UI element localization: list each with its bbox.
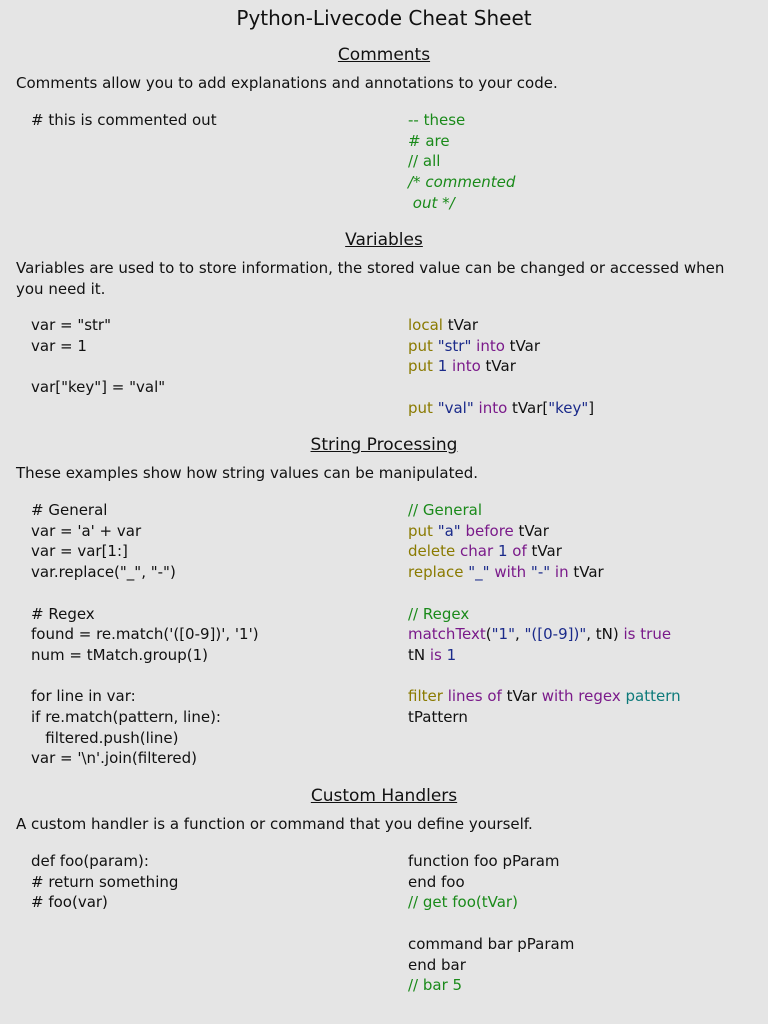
code-line: var["key"] = "val": [31, 378, 166, 397]
strings-description: These examples show how string values can be manipulated.: [16, 464, 478, 482]
variables-description: Variables are used to to store information, the stored value can be changed or accessed when you need it.: [16, 259, 725, 298]
code-line: [408, 666, 681, 687]
handlers-python-code: [31, 851, 178, 913]
code-line: end bar: [408, 955, 466, 974]
code-line: delete char 1 of tVar: [408, 542, 562, 561]
code-line: var.replace("_", "-"): [31, 563, 176, 582]
strings-python-code: [31, 500, 259, 769]
code-line: var = "str": [31, 316, 112, 334]
variables-livecode-code: [408, 315, 594, 419]
code-line: tPattern: [408, 708, 468, 726]
code-line: def foo(param):: [31, 852, 149, 870]
code-line: put "str" into tVar: [408, 336, 540, 355]
code-line: put "val" into tVar["key"]: [408, 398, 595, 417]
code-line: [31, 356, 165, 377]
code-line: replace "_" with "-" in tVar: [408, 563, 604, 582]
code-line: put "a" before tVar: [408, 521, 549, 540]
code-line: out */: [408, 193, 455, 212]
handlers-livecode-code: [408, 851, 574, 996]
code-line: // General: [408, 501, 482, 519]
code-line: function foo pParam: [408, 852, 560, 870]
code-line: var = 'a' + var: [31, 521, 142, 540]
handlers-description: A custom handler is a function or command that you define yourself.: [16, 815, 533, 833]
code-line: -- these: [408, 111, 466, 129]
code-line: # return something: [31, 872, 179, 891]
code-line: tN is 1: [408, 645, 457, 664]
code-line: var = '\n'.join(filtered): [31, 749, 197, 768]
code-line: local tVar: [408, 316, 479, 334]
code-line: [31, 583, 259, 604]
code-line: # foo(var): [31, 893, 108, 912]
comments-heading: Comments: [337, 45, 431, 65]
strings-livecode-code: [408, 500, 681, 728]
comments-description: Comments allow you to add explanations and annotations to your code.: [16, 74, 558, 92]
code-line: # this is commented out: [31, 111, 217, 129]
code-line: # are: [408, 131, 450, 150]
code-line: // Regex: [408, 604, 470, 623]
code-line: end foo: [408, 872, 465, 891]
code-line: // all: [408, 152, 441, 171]
page-title: Python-Livecode Cheat Sheet: [236, 6, 532, 30]
code-line: command bar pParam: [408, 934, 575, 953]
code-line: [31, 666, 259, 687]
code-line: /* commented: [408, 173, 516, 192]
comments-livecode-code: [408, 110, 515, 214]
code-line: // bar 5: [408, 976, 463, 995]
code-line: matchText("1", "([0-9])", tN) is true: [408, 625, 672, 644]
code-line: found = re.match('([0-9])', '1'): [31, 625, 259, 644]
variables-python-code: [31, 315, 165, 398]
code-line: filtered.push(line): [31, 728, 179, 747]
code-line: # Regex: [31, 604, 95, 623]
code-line: put 1 into tVar: [408, 357, 516, 376]
comments-python-code: [31, 110, 217, 131]
code-line: // get foo(tVar): [408, 893, 518, 912]
code-line: filter lines of tVar with regex pattern: [408, 687, 681, 706]
code-line: # General: [31, 501, 108, 519]
strings-heading: String Processing: [310, 435, 458, 455]
code-line: for line in var:: [31, 687, 136, 706]
code-line: [408, 913, 574, 934]
code-line: num = tMatch.group(1): [31, 645, 208, 664]
code-line: [408, 377, 594, 398]
variables-heading: Variables: [345, 230, 423, 250]
handlers-heading: Custom Handlers: [310, 786, 458, 806]
code-line: [408, 583, 681, 604]
code-line: if re.match(pattern, line):: [31, 708, 221, 726]
code-line: var = 1: [31, 336, 87, 355]
code-line: var = var[1:]: [31, 542, 128, 561]
